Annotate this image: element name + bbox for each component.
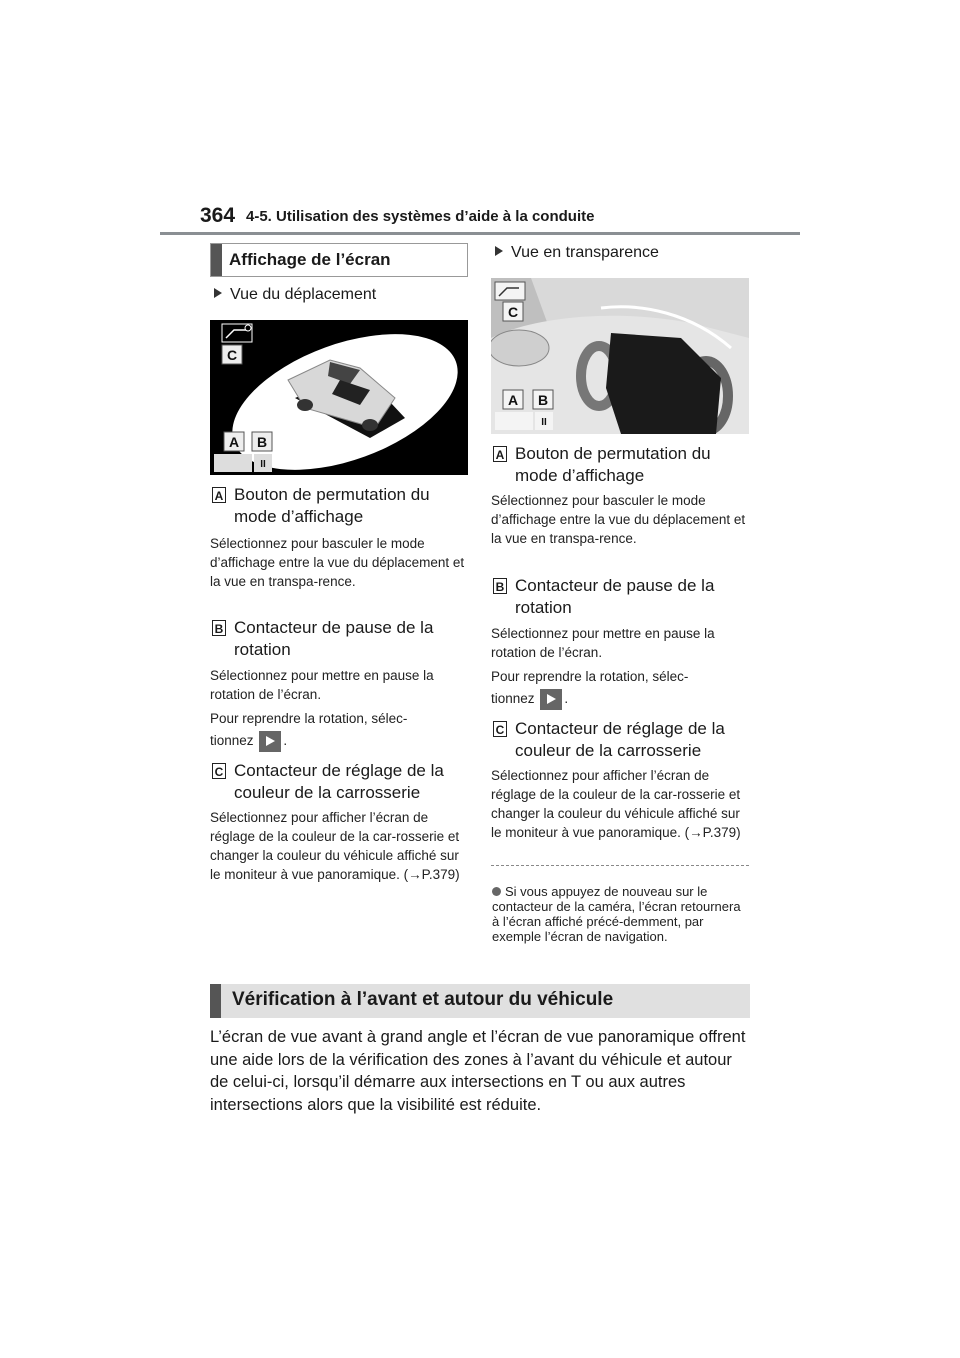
left-item-c-title: C Contacteur de réglage de la couleur de la carrosserie xyxy=(212,760,468,804)
camera-note: Si vous appuyez de nouveau sur le contacteur de la caméra, l’écran retournera à l’écran affiché précé-demment, par exemple l’écran de navigation. xyxy=(492,884,741,944)
right-item-a-desc: Sélectionnez pour basculer le mode d’affichage entre la vue du déplacement et la vue en transpa-rence. xyxy=(491,493,746,546)
right-item-b-desc3: tionnez . xyxy=(491,689,747,710)
letter-a-badge: A xyxy=(493,446,507,462)
right-item-a-title: A Bouton de permutation du mode d’affichage xyxy=(493,443,749,487)
section-title: Affichage de l’écran xyxy=(229,250,391,269)
section-title: Vérification à l’avant et autour du véhicule xyxy=(232,989,614,1010)
screen-label-a: A xyxy=(507,392,519,408)
right-item-c-desc: Sélectionnez pour afficher l’écran de réglage de la couleur de la car-rosserie et changer la couleur du véhicule affiché sur le moniteur à vue panoramique. (→P.379) xyxy=(491,768,741,840)
letter-a-badge: A xyxy=(212,487,226,503)
triangle-bullet-icon xyxy=(214,288,222,298)
right-item-b-desc: Sélectionnez pour mettre en pause la rotation de l’écran. xyxy=(491,626,715,660)
right-item-b-title: B Contacteur de pause de la rotation xyxy=(493,575,749,619)
left-item-b-desc: Sélectionnez pour mettre en pause la rotation de l’écran. xyxy=(210,668,434,702)
letter-c-badge: C xyxy=(212,763,226,779)
bullet-transparent-view: Vue en transparence xyxy=(495,244,659,262)
screen-label-b: B xyxy=(256,434,268,450)
left-item-b-desc2: Pour reprendre la rotation, sélec- xyxy=(210,711,408,726)
screen-label-b: B xyxy=(537,392,549,408)
section-heading-front-check xyxy=(210,984,750,1018)
heading-bar xyxy=(210,984,221,1018)
letter-b-badge: B xyxy=(493,578,507,594)
heading-bar xyxy=(211,244,222,276)
left-item-a-desc: Sélectionnez pour basculer le mode d’affichage entre la vue du déplacement et la vue en transpa-rence. xyxy=(210,536,465,589)
page-number: 364 xyxy=(200,204,236,227)
letter-c-badge: C xyxy=(493,721,507,737)
note-bullet-icon xyxy=(492,887,501,896)
chapter-title: 4-5. Utilisation des systèmes d’aide à la conduite xyxy=(246,208,595,225)
section-heading-display xyxy=(210,243,468,277)
play-icon xyxy=(259,731,281,752)
left-item-b-title: B Contacteur de pause de la rotation xyxy=(212,617,468,661)
right-item-c-title: C Contacteur de réglage de la couleur de la carrosserie xyxy=(493,718,749,762)
left-item-b-desc3: tionnez . xyxy=(210,731,466,752)
left-item-c-desc: Sélectionnez pour afficher l’écran de réglage de la couleur de la car-rosserie et changer la couleur du véhicule affiché sur le moniteur à vue panoramique. (→P.379) xyxy=(210,810,460,882)
header-rule xyxy=(160,232,800,235)
screen-pause-label: II xyxy=(541,417,547,428)
screen-label-c: C xyxy=(226,347,238,363)
play-icon xyxy=(540,689,562,710)
travel-view-screenshot xyxy=(210,320,468,475)
note-divider xyxy=(491,865,749,866)
screen-pause-label: II xyxy=(260,459,266,470)
triangle-bullet-icon xyxy=(495,246,503,256)
left-item-a-title: A Bouton de permutation du mode d’affichage xyxy=(212,484,468,528)
transparent-view-screenshot xyxy=(491,278,749,434)
letter-b-badge: B xyxy=(212,620,226,636)
bullet-travel-view: Vue du déplacement xyxy=(214,286,376,304)
intro-paragraph: L’écran de vue avant à grand angle et l’écran de vue panoramique offrent une aide lors de la vérification des zones à l’avant du véhicule et autour de celui-ci, lorsqu’il démarre aux intersections en T ou aux autres intersections alors que la visibilité est réduite. xyxy=(210,1028,746,1114)
screen-label-a: A xyxy=(228,434,240,450)
screen-label-c: C xyxy=(507,304,519,320)
right-item-b-desc2: Pour reprendre la rotation, sélec- xyxy=(491,669,689,684)
